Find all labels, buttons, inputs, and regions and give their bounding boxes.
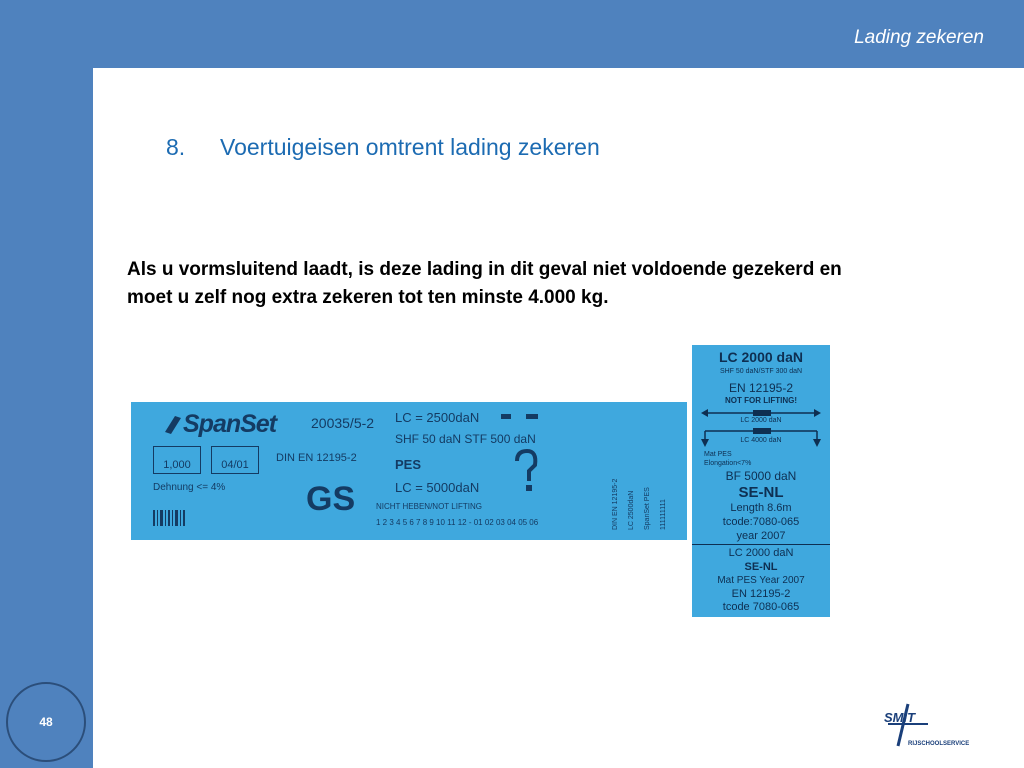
label-din: DIN EN 12195-2 bbox=[276, 452, 357, 464]
spanset-label-image bbox=[131, 402, 687, 540]
smit-logo-sub: RIJSCHOOLSERVICE bbox=[908, 741, 970, 747]
page-number: 48 bbox=[39, 715, 53, 729]
vlabel-en: EN 12195-2 bbox=[728, 381, 794, 395]
vlabel-year: year 2007 bbox=[736, 530, 786, 542]
smit-logo bbox=[880, 702, 980, 752]
vlabel-mat: Mat PES bbox=[704, 451, 732, 458]
label-lc2: LC = 5000daN bbox=[395, 480, 480, 495]
spanset-logo-icon bbox=[161, 412, 185, 436]
smit-logo-icon bbox=[880, 702, 980, 752]
vlabel-mat-year: Mat PES Year 2007 bbox=[717, 575, 805, 586]
vlabel-lc-small2: LC 4000 daN bbox=[740, 437, 782, 444]
label-small-text: NICHT HEBEN/NOT LIFTING bbox=[376, 502, 482, 511]
label-vertical-3: SpanSet PES bbox=[644, 487, 651, 530]
smit-logo-name: SMIT bbox=[884, 710, 916, 725]
vlabel-shf: SHF 50 daN/STF 300 daN bbox=[719, 368, 803, 375]
label-digits: 1 2 3 4 5 6 7 8 9 10 11 12 - 01 02 03 04 05 06 bbox=[376, 518, 539, 527]
page-number-badge bbox=[6, 682, 86, 762]
vlabel-elong: Elongation<7% bbox=[704, 460, 752, 467]
top-bar bbox=[0, 0, 1024, 68]
label-vertical-1: DIN EN 12195-2 bbox=[612, 478, 619, 530]
vlabel-bf: BF 5000 daN bbox=[725, 469, 797, 483]
hook-icon bbox=[511, 447, 541, 497]
slide-header-title: Lading zekeren bbox=[854, 27, 984, 48]
label-code: 20035/5-2 bbox=[311, 415, 375, 431]
label-lc: LC = 2500daN bbox=[395, 410, 480, 425]
left-bar bbox=[0, 68, 93, 768]
vlabel-divider bbox=[692, 544, 830, 545]
vlabel-en2: EN 12195-2 bbox=[731, 588, 791, 600]
label-dehnung: Dehnung <= 4% bbox=[153, 482, 226, 493]
vlabel-country2: SE-NL bbox=[744, 561, 778, 573]
vlabel-lc: LC 2000 daN bbox=[718, 349, 804, 365]
vlabel-length: Length 8.6m bbox=[730, 502, 792, 514]
heading-number: 8. bbox=[166, 134, 186, 160]
vlabel-tcode: tcode:7080-065 bbox=[722, 516, 800, 528]
vlabel-lc2: LC 2000 daN bbox=[728, 547, 794, 559]
label-gs-mark: GS bbox=[306, 480, 356, 518]
vlabel-lc-small: LC 2000 daN bbox=[740, 417, 782, 424]
label-vertical-4: 111111111 bbox=[660, 499, 667, 530]
body-paragraph: Als u vormsluitend laadt, is deze lading in dit geval niet voldoende gezekerd en moet u zelf nog extra zekeren tot ten minste 4.000 kg. bbox=[127, 259, 842, 308]
label-mark-1 bbox=[501, 414, 511, 419]
vlabel-country: SE-NL bbox=[738, 484, 784, 501]
label-box2: 04/01 bbox=[211, 446, 259, 474]
strap-label-image bbox=[692, 345, 830, 617]
label-mark-2 bbox=[526, 414, 538, 419]
label-box1: 1,000 bbox=[153, 446, 201, 474]
vlabel-tcode2: tcode 7080-065 bbox=[722, 601, 800, 613]
label-shf: SHF 50 daN STF 500 daN bbox=[395, 432, 536, 446]
slide-heading bbox=[166, 134, 600, 161]
label-brand: SpanSet bbox=[183, 410, 277, 438]
barcode-icon bbox=[153, 510, 193, 530]
heading-text: Voertuigeisen omtrent lading zekeren bbox=[220, 134, 600, 160]
label-vertical-2: LC 2500daN bbox=[628, 490, 635, 530]
label-material: PES bbox=[395, 457, 422, 472]
vlabel-not-lifting: NOT FOR LIFTING! bbox=[725, 396, 797, 405]
